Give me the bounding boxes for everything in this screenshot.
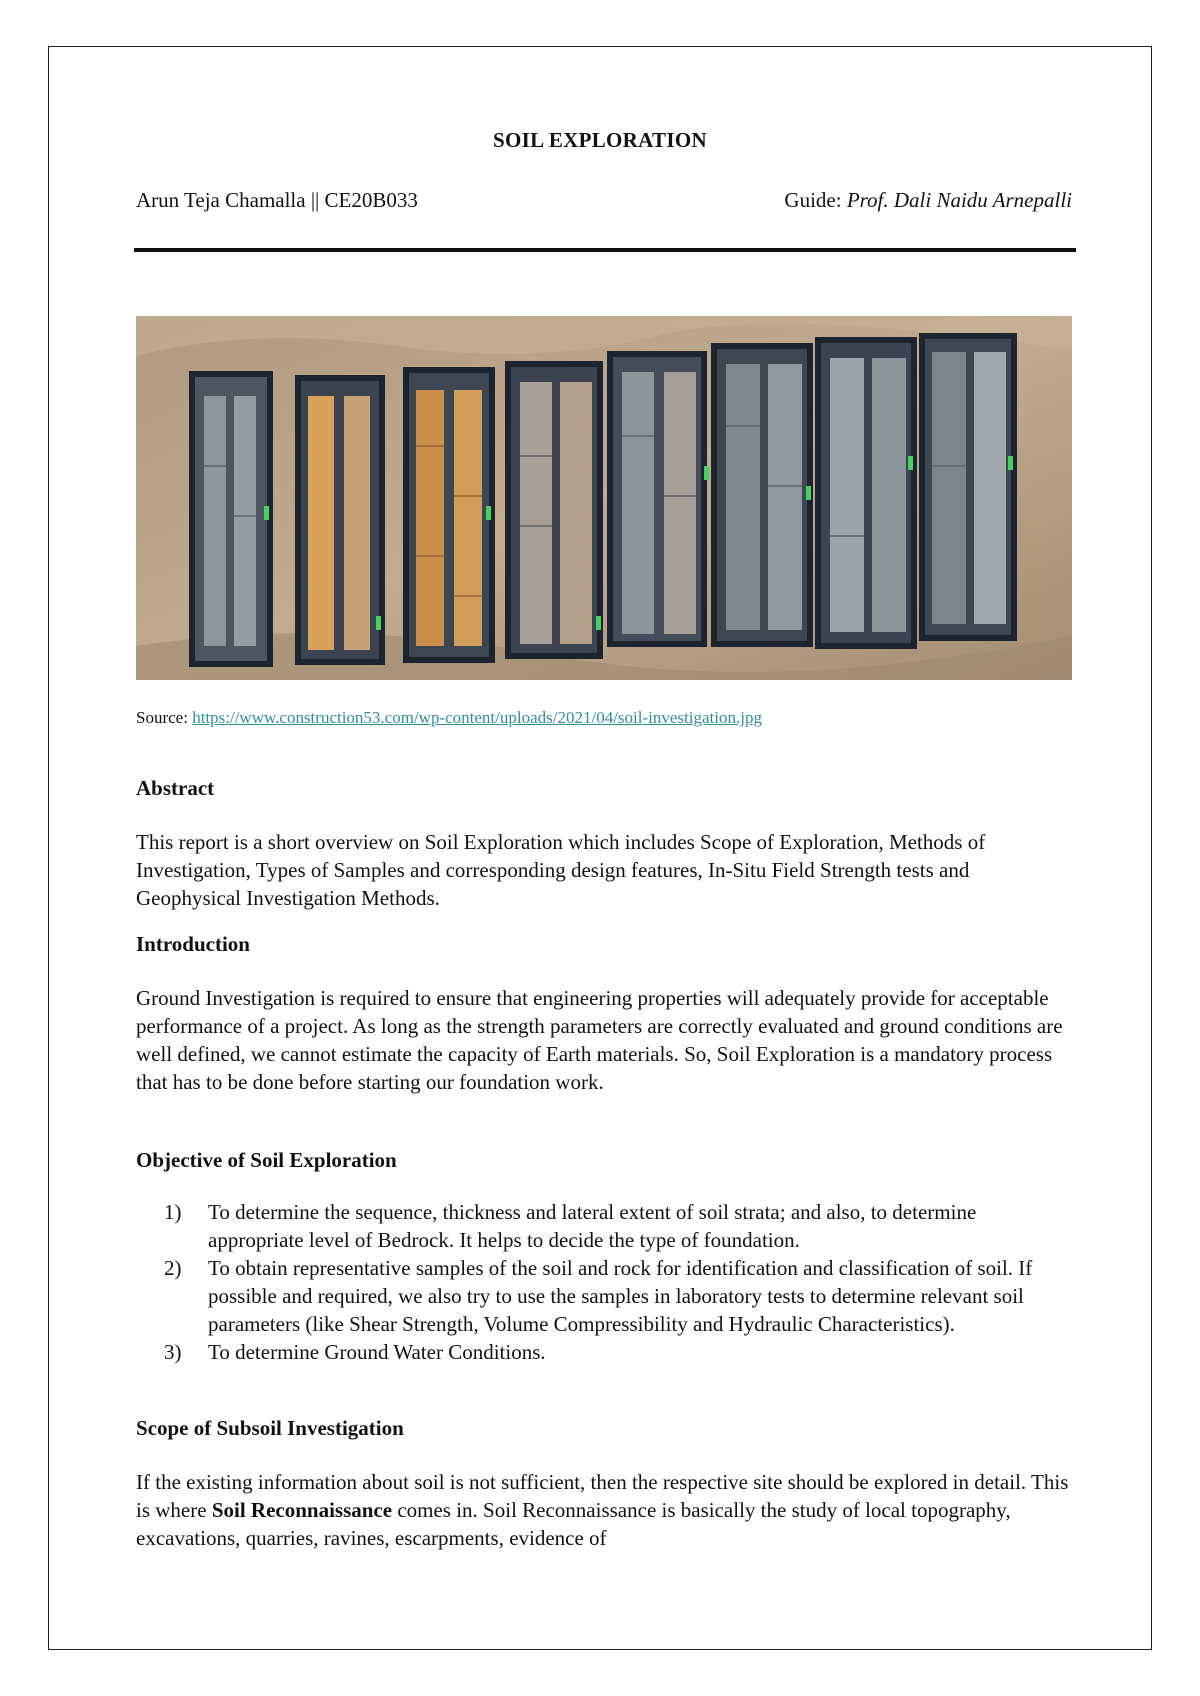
soil-reconnaissance-term: Soil Reconnaissance	[211, 1498, 393, 1522]
scope-body: If the existing information about soil is not sufficient, then the respective site should be explored in detail. This is where Soil Reconnaissance comes in. Soil Reconnaissance is basically the study of local topography, excavations, quarries, ravines, escarpments, evidence of	[136, 1470, 1069, 1550]
objective-list	[164, 1198, 1076, 1366]
scope-heading: Scope of Subsoil Investigation	[136, 1416, 404, 1440]
abstract-body: This report is a short overview on Soil Exploration which includes Scope of Exploration, Methods of Investigation, Types of Samples and corresponding design features, In-Situ Field Strength tests and Geophysical Investigation Methods.	[136, 830, 986, 910]
introduction-body: Ground Investigation is required to ensure that engineering properties will adequately provide for acceptable performance of a project. As long as the strength parameters are correctly evaluated and ground conditions are well defined, we cannot estimate the capacity of Earth materials. So, Soil Exploration is a mandatory process that has to be done before starting our foundation work.	[136, 986, 1063, 1094]
source-label: Source:	[136, 708, 193, 727]
guide-label: Guide:	[784, 188, 847, 212]
author-line: Arun Teja Chamalla || CE20B033	[136, 188, 418, 212]
figure-source	[136, 708, 762, 728]
guide-name: Prof. Dali Naidu Arnepalli	[846, 188, 1072, 212]
list-item: 1) To determine the sequence, thickness and lateral extent of soil strata; and also, to determine appropriate level of Bedrock. It helps to decide the type of foundation.	[164, 1200, 977, 1252]
list-item: 2) To obtain representative samples of the soil and rock for identification and classification of soil. If possible and required, we also try to use the samples in laboratory tests to determine relevant soil parameters (like Shear Strength, Volume Compressibility and Hydraulic Characteristics).	[164, 1256, 1033, 1336]
document-title: SOIL EXPLORATION	[493, 128, 707, 152]
list-item: 3) To determine Ground Water Conditions.	[164, 1340, 546, 1364]
guide-line	[784, 188, 1072, 213]
soil-core-samples-photo	[136, 316, 1072, 680]
introduction-heading: Introduction	[136, 932, 250, 956]
source-link[interactable]: https://www.construction53.com/wp-content/uploads/2021/04/soil-investigation.jpg	[192, 708, 762, 727]
header-rule	[134, 248, 1076, 252]
abstract-heading: Abstract	[136, 776, 215, 800]
objective-heading: Objective of Soil Exploration	[136, 1148, 397, 1172]
